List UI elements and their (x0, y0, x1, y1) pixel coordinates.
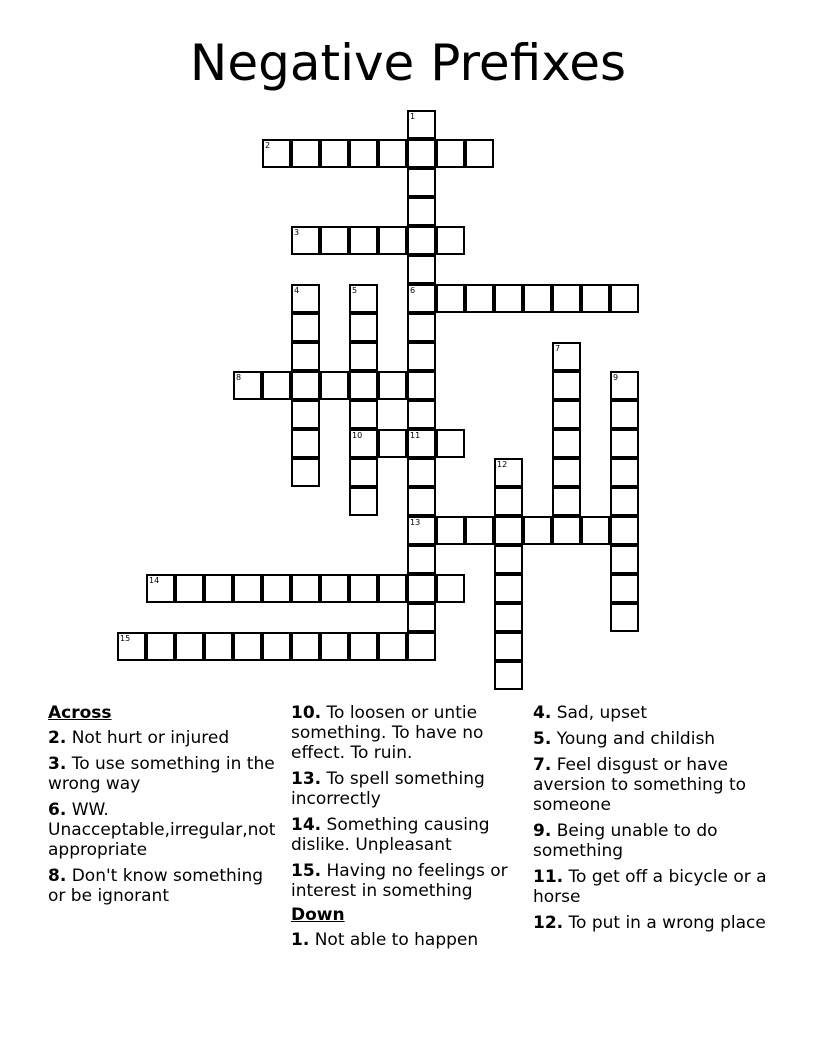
down-clue-list-2 (533, 703, 773, 933)
clue-number: 3. (48, 754, 67, 774)
cell-number: 3 (294, 228, 300, 237)
clue-item (291, 703, 523, 763)
clue-item (533, 703, 773, 723)
clue-text: Young and childish (551, 729, 716, 749)
cell-number: 12 (497, 460, 508, 469)
grid-cell[interactable] (175, 574, 204, 603)
grid-cell[interactable] (407, 429, 436, 458)
clue-column-3 (533, 703, 773, 939)
clue-item (291, 769, 523, 809)
grid-cell[interactable] (494, 516, 523, 545)
grid-cell[interactable] (407, 632, 436, 661)
grid-cell[interactable] (552, 458, 581, 487)
grid-cell[interactable] (378, 632, 407, 661)
grid-cell[interactable] (436, 226, 465, 255)
grid-cell[interactable] (407, 342, 436, 371)
clue-text: Something causing dislike. Unpleasant (291, 815, 490, 855)
grid-cell[interactable] (378, 226, 407, 255)
grid-cell[interactable] (552, 400, 581, 429)
grid-cell[interactable] (494, 487, 523, 516)
grid-cell[interactable] (291, 574, 320, 603)
grid-cell[interactable] (320, 226, 349, 255)
grid-cell[interactable] (407, 255, 436, 284)
grid-cell[interactable] (465, 139, 494, 168)
grid-cell[interactable] (204, 632, 233, 661)
grid-cell[interactable] (523, 516, 552, 545)
grid-cell[interactable] (610, 458, 639, 487)
clue-number: 12. (533, 913, 564, 933)
grid-cell[interactable] (436, 429, 465, 458)
clue-number: 7. (533, 755, 552, 775)
grid-cell[interactable] (610, 429, 639, 458)
grid-cell[interactable] (291, 313, 320, 342)
grid-cell[interactable] (262, 371, 291, 400)
grid-cell[interactable] (436, 516, 465, 545)
grid-cell[interactable] (436, 284, 465, 313)
grid-cell[interactable] (407, 110, 436, 139)
cell-number: 14 (149, 576, 160, 585)
grid-cell[interactable] (552, 284, 581, 313)
grid-cell[interactable] (610, 371, 639, 400)
grid-cell[interactable] (610, 574, 639, 603)
grid-cell[interactable] (146, 574, 175, 603)
grid-cell[interactable] (407, 313, 436, 342)
clue-number: 2. (48, 728, 67, 748)
grid-cell[interactable] (349, 342, 378, 371)
grid-cell[interactable] (117, 632, 146, 661)
grid-cell[interactable] (291, 371, 320, 400)
grid-cell[interactable] (291, 226, 320, 255)
cell-number: 7 (555, 344, 561, 353)
cell-number: 15 (120, 634, 131, 643)
grid-cell[interactable] (465, 516, 494, 545)
clue-number: 15. (291, 861, 322, 881)
grid-cell[interactable] (436, 139, 465, 168)
clue-item (533, 913, 773, 933)
grid-cell[interactable] (610, 516, 639, 545)
grid-cell[interactable] (291, 458, 320, 487)
clue-item (291, 930, 523, 950)
grid-cell[interactable] (407, 226, 436, 255)
grid-cell[interactable] (349, 574, 378, 603)
clue-text: Sad, upset (551, 703, 648, 723)
across-clue-list-1 (48, 728, 280, 906)
across-header: Across (48, 703, 112, 723)
grid-cell[interactable] (407, 400, 436, 429)
cell-number: 2 (265, 141, 271, 150)
grid-cell[interactable] (349, 400, 378, 429)
grid-cell[interactable] (552, 371, 581, 400)
cell-number: 10 (352, 431, 363, 440)
grid-cell[interactable] (552, 516, 581, 545)
clue-number: 6. (48, 800, 67, 820)
clue-item (48, 800, 280, 860)
clue-item (533, 867, 773, 907)
grid-cell[interactable] (233, 574, 262, 603)
clue-number: 9. (533, 821, 552, 841)
clue-item (533, 729, 773, 749)
grid-cell[interactable] (378, 429, 407, 458)
grid-cell[interactable] (320, 139, 349, 168)
grid-cell[interactable] (291, 429, 320, 458)
down-clue-list-1 (291, 930, 523, 950)
grid-cell[interactable] (349, 139, 378, 168)
grid-cell[interactable] (291, 139, 320, 168)
grid-cell[interactable] (204, 574, 233, 603)
grid-cell[interactable] (233, 632, 262, 661)
clue-text: Being unable to do something (533, 821, 718, 861)
grid-cell[interactable] (349, 487, 378, 516)
grid-cell[interactable] (552, 342, 581, 371)
grid-cell[interactable] (378, 371, 407, 400)
clue-text: To use something in the wrong way (48, 754, 275, 794)
clue-text: Don't know something or be ignorant (48, 866, 264, 906)
clue-text: Feel disgust or have aversion to something to someone (533, 755, 747, 815)
cell-number: 4 (294, 286, 300, 295)
cell-number: 1 (410, 112, 416, 121)
across-clue-list-2 (291, 703, 523, 901)
grid-cell[interactable] (378, 574, 407, 603)
grid-cell[interactable] (349, 284, 378, 313)
clue-text: Not able to happen (309, 930, 479, 950)
down-header: Down (291, 905, 345, 925)
grid-cell[interactable] (523, 284, 552, 313)
grid-cell[interactable] (407, 603, 436, 632)
clue-number: 8. (48, 866, 67, 886)
clue-item (48, 866, 280, 906)
grid-cell[interactable] (581, 284, 610, 313)
grid-cell[interactable] (494, 632, 523, 661)
clue-text: To put in a wrong place (563, 913, 766, 933)
grid-cell[interactable] (407, 516, 436, 545)
grid-cell[interactable] (494, 284, 523, 313)
grid-cell[interactable] (407, 197, 436, 226)
puzzle-title: Negative Prefixes (189, 34, 627, 92)
grid-cell[interactable] (407, 139, 436, 168)
grid-cell[interactable] (465, 284, 494, 313)
grid-cell[interactable] (494, 458, 523, 487)
grid-cell[interactable] (407, 284, 436, 313)
grid-cell[interactable] (349, 429, 378, 458)
grid-cell[interactable] (320, 371, 349, 400)
cell-number: 5 (352, 286, 358, 295)
grid-cell[interactable] (494, 574, 523, 603)
cell-number: 11 (410, 431, 421, 440)
grid-cell[interactable] (494, 603, 523, 632)
grid-cell[interactable] (349, 632, 378, 661)
grid-cell[interactable] (407, 545, 436, 574)
clue-item (533, 821, 773, 861)
grid-cell[interactable] (233, 371, 262, 400)
grid-cell[interactable] (436, 574, 465, 603)
clue-number: 14. (291, 815, 322, 835)
clue-number: 13. (291, 769, 322, 789)
grid-cell[interactable] (291, 284, 320, 313)
clue-text: To loosen or untie something. To have no effect. To ruin. (291, 703, 484, 763)
grid-cell[interactable] (262, 139, 291, 168)
clue-text: Not hurt or injured (66, 728, 230, 748)
grid-cell[interactable] (407, 371, 436, 400)
clue-item (48, 754, 280, 794)
grid-cell[interactable] (262, 632, 291, 661)
clue-number: 1. (291, 930, 310, 950)
clue-column-1 (48, 703, 280, 912)
clue-item (291, 861, 523, 901)
grid-cell[interactable] (610, 603, 639, 632)
clue-item (533, 755, 773, 815)
grid-cell[interactable] (291, 632, 320, 661)
grid-cell[interactable] (349, 313, 378, 342)
clue-number: 4. (533, 703, 552, 723)
grid-cell[interactable] (610, 284, 639, 313)
cell-number: 13 (410, 518, 421, 527)
grid-cell[interactable] (378, 139, 407, 168)
grid-cell[interactable] (175, 632, 204, 661)
clue-item (48, 728, 280, 748)
grid-cell[interactable] (610, 545, 639, 574)
clue-number: 11. (533, 867, 564, 887)
grid-cell[interactable] (291, 400, 320, 429)
grid-cell[interactable] (610, 400, 639, 429)
grid-cell[interactable] (349, 458, 378, 487)
grid-cell[interactable] (320, 574, 349, 603)
clue-number: 10. (291, 703, 322, 723)
clue-text: To get off a bicycle or a horse (533, 867, 767, 907)
grid-cell[interactable] (494, 661, 523, 690)
cell-number: 9 (613, 373, 619, 382)
clue-column-2 (291, 703, 523, 956)
clue-text: Having no feelings or interest in something (291, 861, 508, 901)
clue-number: 5. (533, 729, 552, 749)
grid-cell[interactable] (349, 226, 378, 255)
cell-number: 6 (410, 286, 416, 295)
clue-text: WW. Unacceptable,irregular,not appropriate (48, 800, 276, 860)
clue-text: To spell something incorrectly (291, 769, 485, 809)
grid-cell[interactable] (581, 516, 610, 545)
grid-cell[interactable] (407, 458, 436, 487)
grid-cell[interactable] (320, 632, 349, 661)
grid-cell[interactable] (291, 342, 320, 371)
grid-cell[interactable] (407, 487, 436, 516)
grid-cell[interactable] (552, 429, 581, 458)
grid-cell[interactable] (494, 545, 523, 574)
grid-cell[interactable] (146, 632, 175, 661)
grid-cell[interactable] (610, 487, 639, 516)
grid-cell[interactable] (407, 574, 436, 603)
clue-item (291, 815, 523, 855)
cell-number: 8 (236, 373, 242, 382)
grid-cell[interactable] (262, 574, 291, 603)
grid-cell[interactable] (349, 371, 378, 400)
grid-cell[interactable] (407, 168, 436, 197)
grid-cell[interactable] (552, 487, 581, 516)
